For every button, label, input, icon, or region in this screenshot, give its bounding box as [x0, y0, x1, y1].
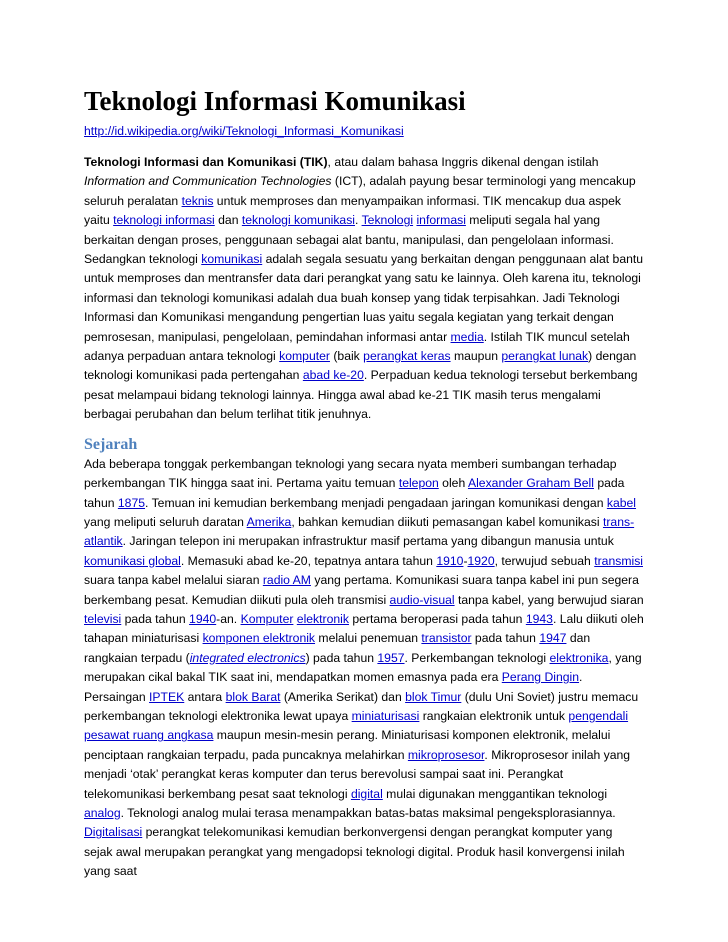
link-digital[interactable]: digital: [350, 786, 383, 801]
text-span: ) pada tahun: [305, 650, 378, 665]
text-span: (baik: [329, 349, 364, 364]
link-komputer[interactable]: komputer: [279, 349, 330, 364]
link-komunikasi[interactable]: komunikasi: [201, 252, 263, 267]
text-span: melalui penemuan: [315, 631, 422, 646]
link-miniaturisasi[interactable]: miniaturisasi: [351, 708, 420, 723]
link-teknis[interactable]: teknis: [181, 193, 214, 208]
text-span: suara tanpa kabel melalui siaran: [84, 573, 263, 588]
text-span: dan: [214, 213, 242, 228]
text-span: pada tahun: [471, 631, 540, 646]
link-pengendali-pesawat[interactable]: pengendali pesawat ruang angkasa: [84, 708, 629, 743]
source-url-link[interactable]: http://id.wikipedia.org/wiki/Teknologi_Informasi_Komunikasi: [84, 124, 404, 138]
text-span: . Istilah TIK muncul setelah adanya perpaduan antara teknologi: [84, 329, 630, 364]
text-span: (Amerika Serikat) dan: [280, 689, 406, 704]
text-span: mulai digunakan menggantikan teknologi: [382, 786, 608, 801]
sejarah-paragraph: [84, 455, 644, 882]
text-span: perangkat telekomunikasi kemudian berkonvergensi dengan perangkat komputer yang sejak awal merupakan perangkat yang mengadopsi teknologi digital. Produk hasil konvergensi inilah yang saat: [84, 825, 625, 879]
link-1875[interactable]: 1875: [117, 495, 146, 510]
link-blok-barat[interactable]: blok Barat: [225, 689, 281, 704]
intro-paragraph: [84, 153, 644, 425]
text-span: pada tahun: [121, 611, 190, 626]
intro-term: Teknologi Informasi dan Komunikasi (TIK): [84, 155, 328, 169]
link-1947[interactable]: 1947: [539, 631, 567, 646]
text-span: tanpa kabel, yang berwujud siaran: [454, 592, 644, 607]
text-span: adalah segala sesuatu yang berkaitan dengan penggunaan alat bantu untuk memproses dan mentransfer data dari perangkat yang satu ke lainnya. Oleh karena itu, teknologi informasi dan teknologi komunikasi adalah dua buah konsep yang tidak terpisahkan. Jadi Teknologi Informasi dan Komunikasi mengandung pengertian luas yaitu segala kegiatan yang terkait dengan pemrosesan, manipulasi, pengelolaan, pemindahan informasi antar: [84, 252, 644, 344]
link-telepon[interactable]: telepon: [398, 476, 439, 491]
document-page: [84, 84, 644, 882]
text-span: yang pertama. Komunikasi suara tanpa kabel ini pun segera berkembang pesat. Kemudian diikuti pula oleh transmisi: [84, 573, 639, 607]
text-span: ) dengan teknologi komunikasi pada pertengahan: [84, 349, 637, 383]
link-media[interactable]: media: [450, 329, 484, 344]
text-span: . Mikroprosesor inilah yang menjadi ‘otak’ perangkat keras komputer dan terus berevolusi sampai saat ini. Perangkat telekomunikasi berkembang pesat saat teknologi: [84, 747, 631, 801]
link-elektronik[interactable]: elektronik: [296, 611, 349, 626]
text-span: oleh: [438, 476, 468, 491]
link-blok-timur[interactable]: blok Timur: [405, 689, 462, 704]
link-perangkat-lunak[interactable]: perangkat lunak: [501, 349, 589, 364]
text-span: antara: [184, 689, 226, 704]
link-komputer-sejarah[interactable]: Komputer: [240, 611, 294, 626]
text-span: . Lalu diikuti oleh tahapan miniaturisasi: [84, 611, 644, 646]
text-span: .: [355, 213, 362, 228]
text-span: , atau dalam bahasa Inggris dikenal dengan istilah: [327, 155, 599, 169]
text-span: Ada beberapa tonggak perkembangan teknologi yang secara nyata memberi sumbangan terhadap perkembangan TIK hingga saat ini. Pertama yaitu temuan: [84, 456, 617, 491]
text-span: yang meliputi seluruh daratan: [84, 514, 247, 529]
text-span: pada tahun: [84, 476, 625, 510]
text-span: pertama beroperasi pada tahun: [348, 611, 526, 626]
link-alexander-graham-bell[interactable]: Alexander Graham Bell: [467, 476, 594, 491]
english-term: Information and Communication Technologies: [84, 174, 332, 189]
text-span: maupun mesin-mesin perang. Miniaturisasi komponen elektronik, melalui penciptaan rangkaian terpadu, pada puncaknya melahirkan: [84, 728, 611, 762]
text-span: (ICT), adalah payung besar terminologi yang mencakup seluruh peralatan: [84, 174, 636, 208]
text-span: untuk memproses dan menyampaikan informasi. TIK mencakup dua aspek yaitu: [84, 193, 622, 228]
link-komunikasi-global[interactable]: komunikasi global: [84, 553, 181, 568]
link-integrated-electronics[interactable]: integrated electronics: [189, 650, 306, 665]
link-iptek[interactable]: IPTEK: [149, 689, 185, 704]
page-title: Teknologi Informasi Komunikasi: [84, 86, 466, 116]
link-amerika[interactable]: Amerika: [246, 514, 292, 529]
link-transistor[interactable]: transistor: [421, 631, 472, 646]
text-span: meliputi segala hal yang berkaitan dengan proses, penggunaan sebagai alat bantu, manipulasi, dan pengelolaan informasi. Sedangkan teknologi: [84, 213, 614, 267]
link-trans-atlantik[interactable]: trans-atlantik: [84, 514, 635, 549]
link-teknologi-informasi[interactable]: teknologi informasi: [113, 213, 215, 228]
text-span: dan rangkaian terpadu (: [84, 631, 591, 665]
text-span: , terwujud sebuah: [494, 553, 595, 568]
text-span: . Jaringan telepon ini merupakan infrastruktur masif pertama yang dibangun manusia untuk: [122, 534, 614, 549]
link-1940[interactable]: 1940: [189, 611, 217, 626]
link-informasi[interactable]: informasi: [416, 213, 466, 228]
link-1943[interactable]: 1943: [525, 611, 553, 626]
link-televisi[interactable]: televisi: [84, 611, 122, 626]
link-komponen-elektronik[interactable]: komponen elektronik: [202, 631, 316, 646]
section-heading-sejarah: Sejarah: [84, 435, 138, 453]
text-span: . Temuan ini kemudian berkembang menjadi pengadaan jaringan komunikasi dengan: [145, 495, 607, 510]
text-span: (dulu Uni Soviet) justru memacu perkembangan teknologi elektronika lewat upaya: [84, 689, 639, 723]
text-span: . Persaingan: [84, 670, 583, 704]
text-span: . Memasuki abad ke-20, tepatnya antara tahun: [180, 553, 437, 568]
link-elektronika[interactable]: elektronika: [549, 650, 609, 665]
link-kabel[interactable]: kabel: [606, 495, 637, 510]
link-teknologi[interactable]: Teknologi: [361, 213, 414, 228]
link-analog[interactable]: analog: [84, 806, 121, 820]
text-span: rangkaian elektronik untuk: [419, 708, 569, 723]
link-transmisi[interactable]: transmisi: [594, 553, 643, 568]
link-audio-visual[interactable]: audio-visual: [389, 592, 455, 607]
link-perangkat-keras[interactable]: perangkat keras: [363, 349, 451, 364]
text-span: -an.: [216, 611, 241, 626]
text-span: . Perkembangan teknologi: [404, 650, 550, 665]
link-perang-dingin[interactable]: Perang Dingin: [501, 670, 580, 685]
link-digitalisasi[interactable]: Digitalisasi: [84, 825, 143, 840]
link-mikroprosesor[interactable]: mikroprosesor: [407, 747, 485, 762]
text-span: . Teknologi analog mulai terasa menampakkan batas-batas maksimal pengeksplorasiannya.: [120, 806, 616, 820]
link-teknologi-komunikasi[interactable]: teknologi komunikasi: [241, 213, 356, 228]
link-radio-am[interactable]: radio AM: [262, 573, 311, 588]
text-span: maupun: [450, 349, 502, 364]
text-span: . Perpaduan kedua teknologi tersebut berkembang pesat melampaui bidang teknologi lainnya. Hingga awal abad ke-21 TIK masih terus mengalami berbagai perubahan dan belum terlihat titik jenuhnya.: [84, 368, 638, 422]
link-1920[interactable]: 1920: [467, 553, 495, 568]
text-span: , yang merupakan cikal bakal TIK saat ini, mendapatkan momen emasnya pada era: [84, 650, 642, 685]
text-span: -: [463, 553, 468, 568]
link-1910[interactable]: 1910: [436, 553, 464, 568]
link-abad-ke-20[interactable]: abad ke-20: [302, 368, 364, 383]
link-1957[interactable]: 1957: [377, 650, 405, 665]
text-span: , bahkan kemudian diikuti pemasangan kabel komunikasi: [291, 514, 603, 529]
